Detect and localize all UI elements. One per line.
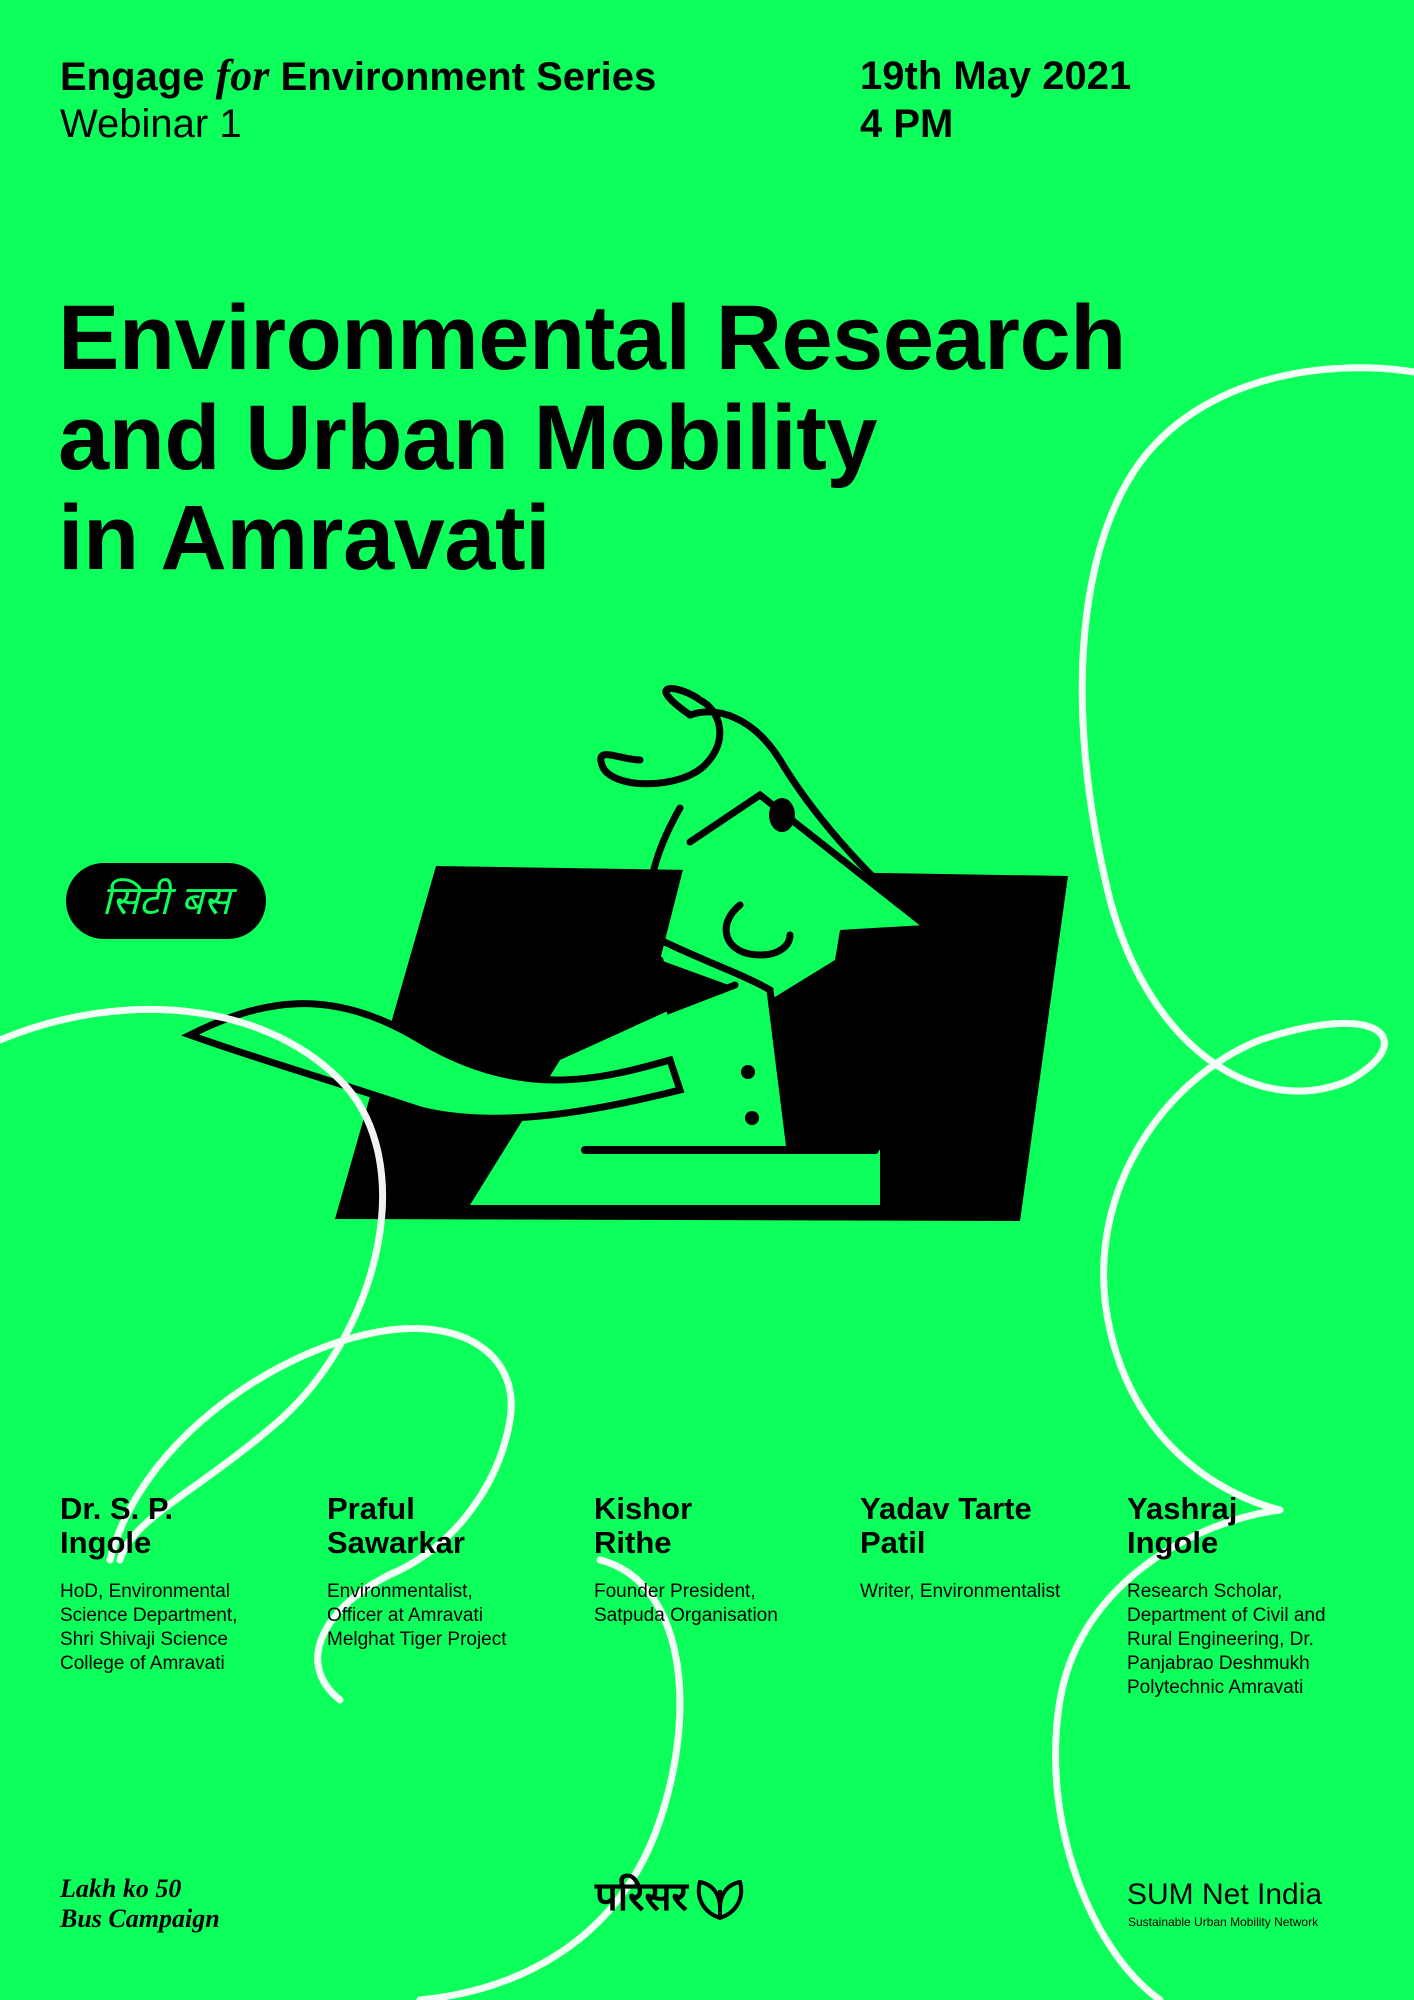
campaign-line: Bus Campaign <box>60 1904 220 1933</box>
speaker-role-line: Science Department, <box>60 1605 238 1626</box>
speaker-role-line: Polytechnic Amravati <box>1127 1677 1304 1698</box>
speaker-name-line: Ingole <box>60 1525 152 1560</box>
speaker-name-line: Rithe <box>594 1525 672 1560</box>
speaker-name <box>860 1492 1110 1560</box>
speaker-name <box>1127 1492 1397 1560</box>
speaker-role-line: Environmentalist, <box>327 1581 473 1602</box>
webinar-label: Webinar 1 <box>60 102 242 146</box>
speaker-role-line: Officer at Amravati <box>327 1605 483 1626</box>
event-date: 19th May 2021 <box>860 54 1132 98</box>
event-time: 4 PM <box>860 102 954 146</box>
speaker-role-line: Writer, Environmentalist <box>860 1581 1061 1602</box>
speaker-name-line: Sawarkar <box>327 1525 465 1560</box>
speaker-role-line: Melghat Tiger Project <box>327 1629 507 1650</box>
parisar-logo <box>595 1872 748 1922</box>
speaker-name-line: Yadav Tarte <box>860 1491 1032 1526</box>
driver-hair-curl <box>601 689 720 784</box>
speaker-role-line: Department of Civil and <box>1127 1605 1326 1626</box>
partner-name: SUM Net India <box>1127 1878 1323 1911</box>
speaker-name-line: Ingole <box>1127 1525 1219 1560</box>
speaker-role <box>1127 1580 1397 1700</box>
speaker-role-line: Rural Engineering, Dr. <box>1127 1629 1314 1650</box>
series-part1: Engage <box>60 55 205 99</box>
leaf-icon <box>692 1872 748 1922</box>
speaker-2 <box>327 1492 577 1652</box>
speaker-role-line: Panjabrao Deshmukh <box>1127 1653 1310 1674</box>
speaker-name <box>594 1492 844 1560</box>
speaker-name-line: Praful <box>327 1491 415 1526</box>
campaign-label <box>60 1874 220 1934</box>
parisar-logo-text: परिसर <box>595 1875 688 1919</box>
title-line-3: in Amravati <box>58 487 551 589</box>
speaker-name <box>327 1492 577 1560</box>
series-part2: Environment Series <box>280 55 657 99</box>
title-line-2: and Urban Mobility <box>58 387 877 489</box>
speaker-5 <box>1127 1492 1397 1700</box>
shirt-button-2 <box>745 1111 759 1125</box>
title-line-1: Environmental Research <box>58 287 1126 389</box>
speaker-name-line: Kishor <box>594 1491 693 1526</box>
shirt-button-1 <box>741 1065 755 1079</box>
speaker-name-line: Patil <box>860 1525 926 1560</box>
page-title <box>58 288 1258 588</box>
speaker-role <box>60 1580 310 1676</box>
speaker-name-line: Dr. S. P. <box>60 1491 174 1526</box>
campaign-line: Lakh ko 50 <box>60 1874 182 1903</box>
speaker-role <box>860 1580 1110 1604</box>
speaker-name-line: Yashraj <box>1127 1491 1238 1526</box>
bus-sign-text: सिटी बस <box>101 879 231 923</box>
speaker-4 <box>860 1492 1110 1604</box>
speaker-3 <box>594 1492 844 1628</box>
series-title <box>60 52 656 101</box>
speaker-role <box>594 1580 844 1628</box>
speaker-role-line: Research Scholar, <box>1127 1581 1283 1602</box>
partner-subtitle: Sustainable Urban Mobility Network <box>1128 1915 1319 1929</box>
driver-eye <box>769 798 795 832</box>
speaker-role-line: College of Amravati <box>60 1653 225 1674</box>
speaker-name <box>60 1492 310 1560</box>
series-for: for <box>215 51 270 100</box>
speaker-1 <box>60 1492 310 1676</box>
speaker-role-line: HoD, Environmental <box>60 1581 231 1602</box>
speaker-role-line: Founder President, <box>594 1581 756 1602</box>
speaker-role-line: Shri Shivaji Science <box>60 1629 228 1650</box>
speaker-role <box>327 1580 577 1652</box>
speaker-role-line: Satpuda Organisation <box>594 1605 778 1626</box>
